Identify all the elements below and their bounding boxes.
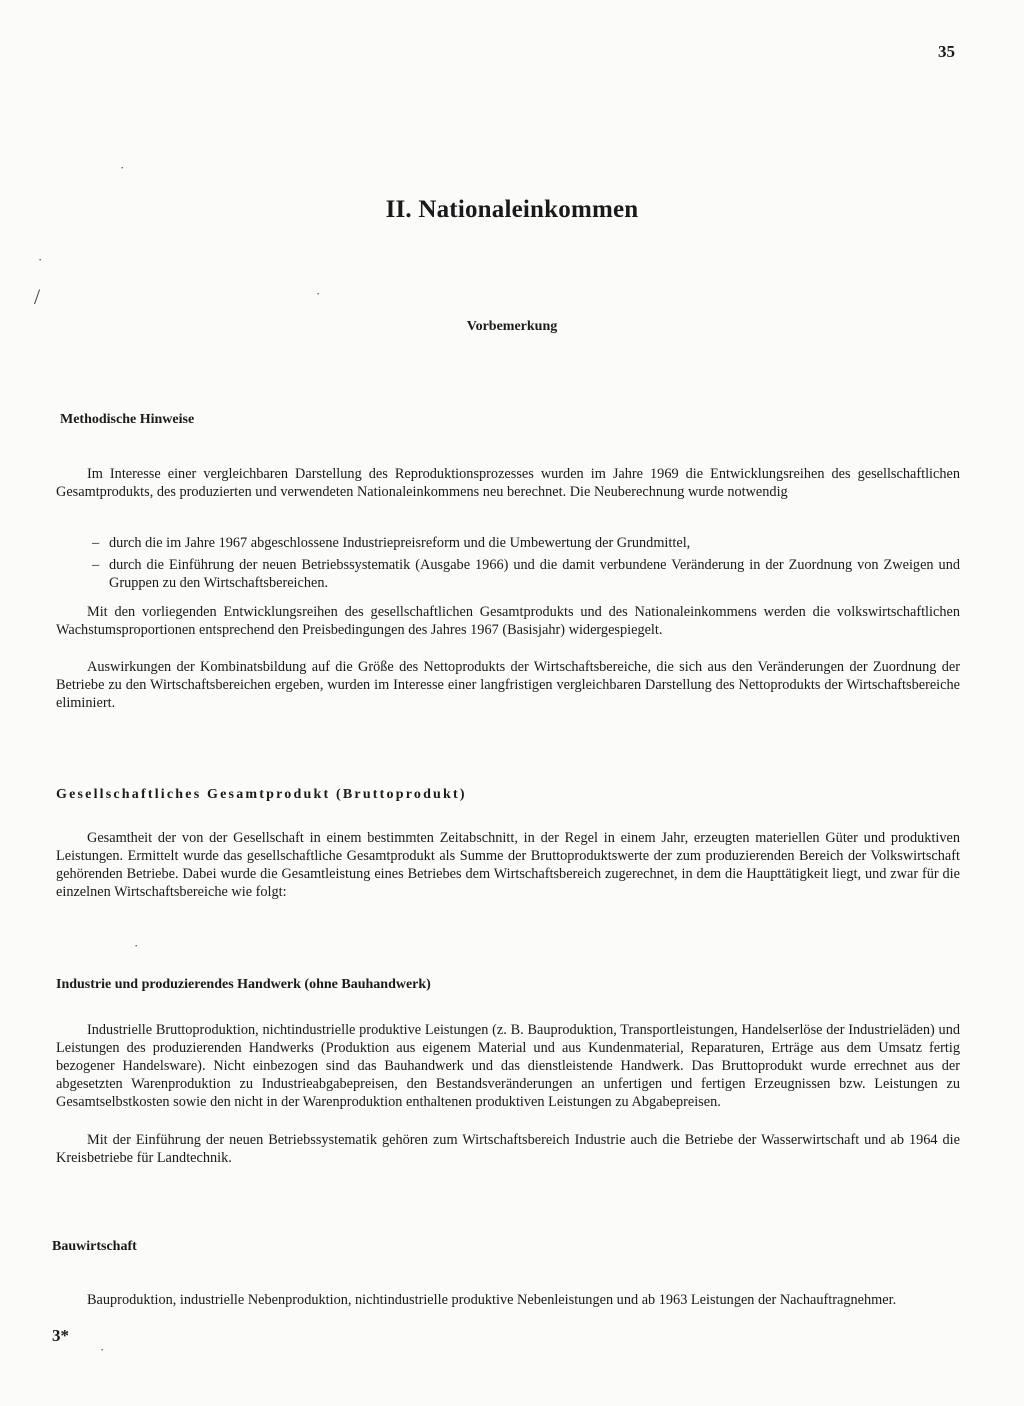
scan-speck: · bbox=[100, 1342, 105, 1357]
page-title: II. Nationaleinkommen bbox=[385, 196, 639, 223]
signature-mark: 3* bbox=[52, 1326, 69, 1345]
bullet-text: durch die Einführung der neuen Betriebssystematik (Ausgabe 1966) und die damit verbundene Veränderung in der Zuordnung von Zweigen und Gruppen zu den Wirtschaftsbereichen. bbox=[109, 557, 960, 591]
paragraph-text: Bauproduktion, industrielle Nebenproduktion, nichtindustrielle produktive Nebenleistungen und ab 1963 Leistungen der Nachauftragnehmer. bbox=[87, 1292, 897, 1308]
page-number: 35 bbox=[938, 42, 955, 61]
scan-speck: · bbox=[134, 938, 139, 953]
bullet-item-1 bbox=[92, 534, 912, 552]
scan-speck: · bbox=[120, 160, 125, 175]
paragraph-gesamtprodukt bbox=[56, 829, 960, 901]
heading-gesamtprodukt: Gesellschaftliches Gesamtprodukt (Bruttoprodukt) bbox=[56, 787, 467, 802]
paragraph-bauwirtschaft bbox=[56, 1291, 960, 1309]
paragraph-industrie-2 bbox=[56, 1131, 960, 1167]
paragraph-methodische-2 bbox=[56, 603, 960, 639]
heading-bauwirtschaft: Bauwirtschaft bbox=[52, 1239, 137, 1254]
page-subtitle: Vorbemerkung bbox=[466, 319, 558, 334]
paragraph-text: Mit der Einführung der neuen Betriebssystematik gehören zum Wirtschaftsbereich Industrie auch die Betriebe der Wasserwirtschaft und ab 1964 die Kreisbetriebe für Landtechnik. bbox=[56, 1132, 960, 1166]
scan-speck: · bbox=[38, 252, 43, 267]
scan-speck: · bbox=[316, 286, 321, 301]
scan-mark: / bbox=[34, 284, 41, 309]
paragraph-industrie-1 bbox=[56, 1021, 960, 1111]
bullet-item-2 bbox=[92, 556, 960, 592]
bullet-text: durch die im Jahre 1967 abgeschlossene Industriepreisreform und die Umbewertung der Grundmittel, bbox=[109, 535, 691, 551]
bullet-dash: – bbox=[92, 535, 100, 551]
paragraph-methodische-3 bbox=[56, 658, 960, 712]
paragraph-text: Im Interesse einer vergleichbaren Darstellung des Reproduktionsprozesses wurden im Jahre 1969 die Entwicklungsreihen des gesellschaftlichen Gesamtprodukts, des produzierten und verwendeten Nationaleinkommens neu berechnet. Die Neuberechnung wurde notwendig bbox=[56, 466, 960, 500]
paragraph-text: Gesamtheit der von der Gesellschaft in einem bestimmten Zeitabschnitt, in der Regel in einem Jahr, erzeugten materiellen Güter und produktiven Leistungen. Ermittelt wurde das gesellschaftliche Gesamtprodukt als Summe der Bruttoproduktswerte der zum produzierenden Bereich der Volkswirtschaft gehörenden Betriebe. Dabei wurde die Gesamtleistung eines Betriebes dem Wirtschaftsbereich zugerechnet, in dem die Haupttätigkeit liegt, und zwar für die einzelnen Wirtschaftsbereiche wie folgt: bbox=[56, 830, 960, 900]
heading-industrie: Industrie und produzierendes Handwerk (ohne Bauhandwerk) bbox=[56, 977, 431, 992]
paragraph-text: Industrielle Bruttoproduktion, nichtindustrielle produktive Leistungen (z. B. Bauproduktion, Transportleistungen, Handelserlöse der Industrieläden) und Leistungen des produzierenden Handwerks (Produktion aus eigenem Material und aus Kundenmaterial, Reparaturen, Erträge aus dem Umsatz fertig bezogener Handelsware). Nicht einbezogen sind das Bauhandwerk und das dienstleistende Handwerk. Das Bruttoprodukt wurde errechnet aus der abgesetzten Warenproduktion zu Industrieabgabepreisen, den Bestandsveränderungen an unfertigen und fertigen Erzeugnissen bzw. Leistungen zu Gesamtselbstkosten sowie den nicht in der Warenproduktion enthaltenen produktiven Leistungen zu Abgabepreisen. bbox=[56, 1022, 960, 1110]
paragraph-methodische-1 bbox=[56, 465, 960, 501]
heading-methodische-hinweise: Methodische Hinweise bbox=[60, 412, 195, 427]
paragraph-text: Mit den vorliegenden Entwicklungsreihen des gesellschaftlichen Gesamtprodukts und des Nationaleinkommens werden die volkswirtschaftlichen Wachstumsproportionen entsprechend den Preisbedingungen des Jahres 1967 (Basisjahr) widergespiegelt. bbox=[56, 604, 960, 638]
paragraph-text: Auswirkungen der Kombinatsbildung auf die Größe des Nettoprodukts der Wirtschaftsbereiche, die sich aus den Veränderungen der Zuordnung der Betriebe zu den Wirtschaftsbereichen ergeben, wurden im Interesse einer langfristigen vergleichbaren Darstellung des Nettoprodukts der Wirtschaftsbereiche eliminiert. bbox=[56, 659, 960, 711]
bullet-dash: – bbox=[92, 557, 100, 573]
